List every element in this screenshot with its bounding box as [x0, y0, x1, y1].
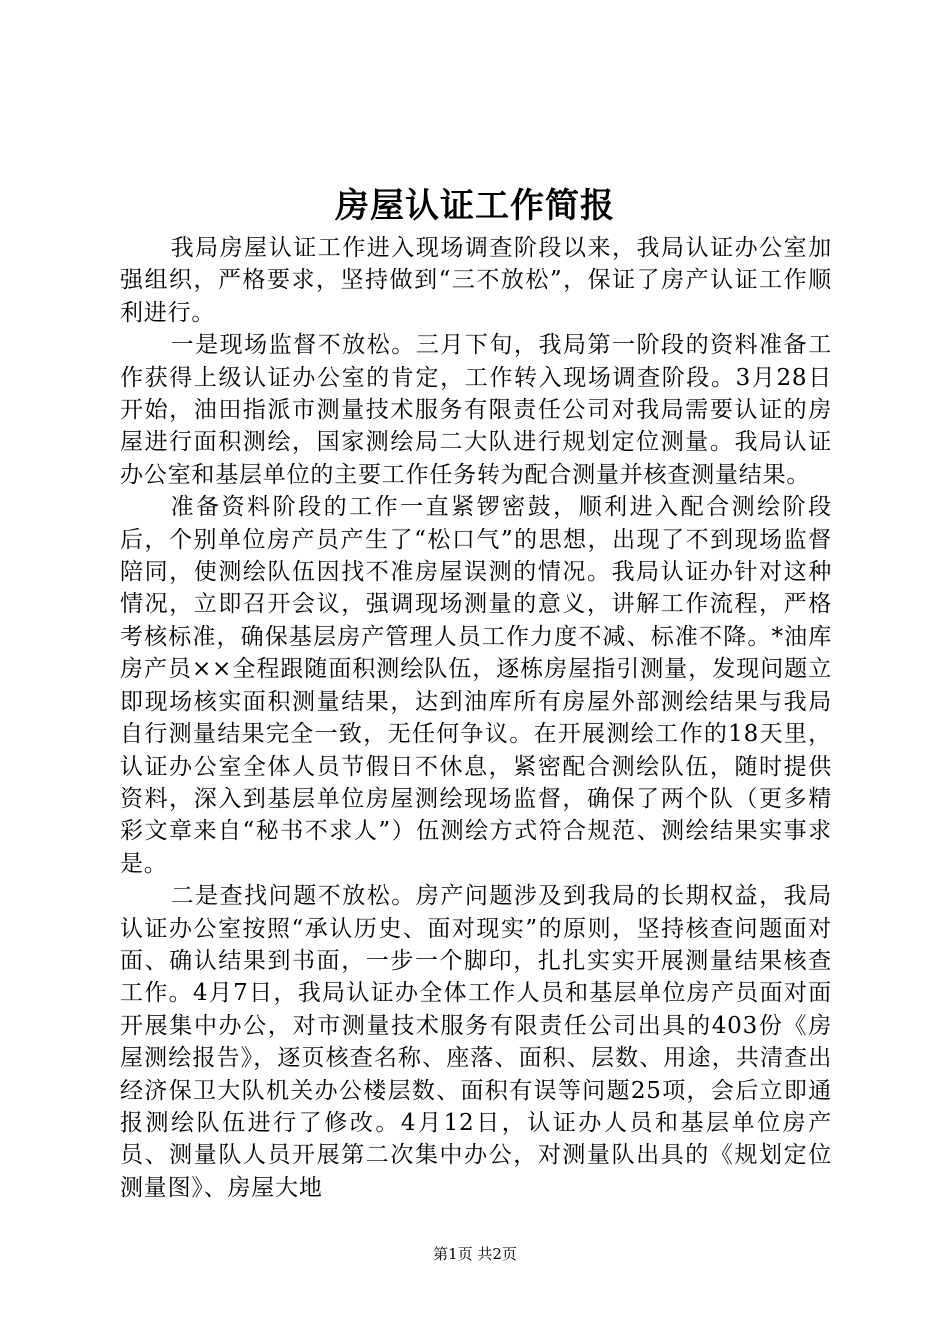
- paragraph-problem-checking: 二是查找问题不放松。房产问题涉及到我局的长期权益，我局认证办公室按照“承认历史、面对现实”的原则，坚持核查问题面对面、确认结果到书面，一步一个脚印，扎扎实实开展测量结果核查工作。4月7日，我局认证办全体工作人员和基层单位房产员面对面开展集中办公，对市测量技术服务有限责任公司出具的403份《房屋测绘报告》，逐页核查名称、座落、面积、层数、用途，共清查出经济保卫大队机关办公楼层数、面积有误等问题25项，会后立即通报测绘队伍进行了修改。4月12日，认证办人员和基层单位房产员、测量队人员开展第二次集中办公，对测量队出具的《规划定位测量图》、房屋大地: [120, 883, 832, 1201]
- paragraph-intro: 我局房屋认证工作进入现场调查阶段以来，我局认证办公室加强组织，严格要求，坚持做到“三不放松”，保证了房产认证工作顺利进行。: [120, 235, 832, 326]
- paragraph-preparation: 准备资料阶段的工作一直紧锣密鼓，顺利进入配合测绘阶段后，个别单位房产员产生了“松口气”的思想，出现了不到现场监督陪同，使测绘队伍因找不准房屋误测的情况。我局认证办针对这种情况，立即召开会议，强调现场测量的意义，讲解工作流程，严格考核标准，确保基层房产管理人员工作力度不减、标准不降。*油库房产员××全程跟随面积测绘队伍，逐栋房屋指引测量，发现问题立即现场核实面积测量结果，达到油库所有房屋外部测绘结果与我局自行测量结果完全一致，无任何争议。在开展测绘工作的18天里，认证办公室全体人员节假日不休息，紧密配合测绘队伍，随时提供资料，深入到基层单位房屋测绘现场监督，确保了两个队（更多精彩文章来自“秘书不求人”）伍测绘方式符合规范、测绘结果实事求是。: [120, 494, 832, 877]
- document-body: [120, 232, 832, 1204]
- document-title: 房屋认证工作简报: [335, 186, 615, 226]
- paragraph-site-supervision: 一是现场监督不放松。三月下旬，我局第一阶段的资料准备工作获得上级认证办公室的肯定，工作转入现场调查阶段。3月28日开始，油田指派市测量技术服务有限责任公司对我局需要认证的房屋进行面积测绘，国家测绘局二大队进行规划定位测量。我局认证办公室和基层单位的主要工作任务转为配合测量并核查测量结果。: [120, 332, 832, 488]
- page-number-footer: 第1页 共2页: [433, 1245, 517, 1263]
